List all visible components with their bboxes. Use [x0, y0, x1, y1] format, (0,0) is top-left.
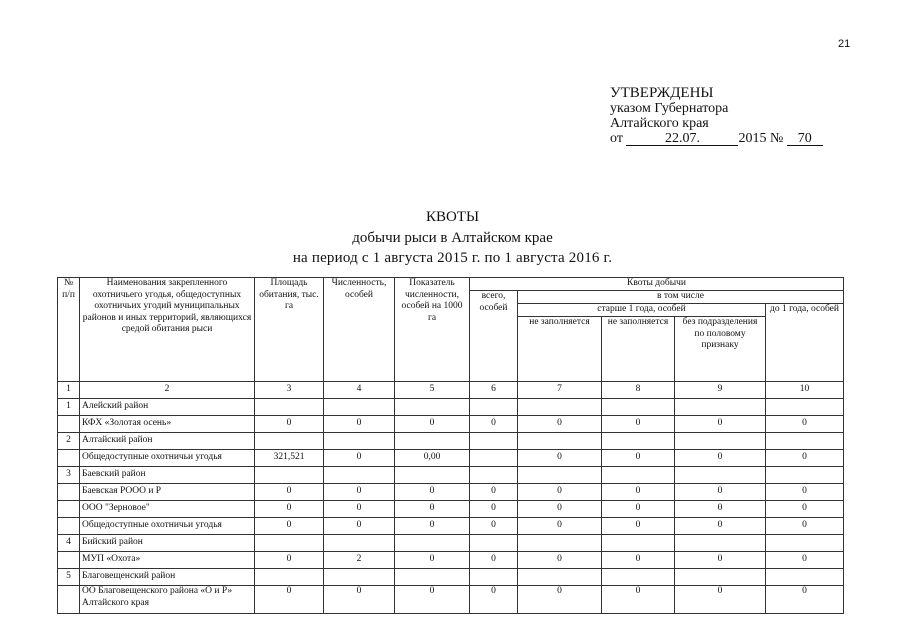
- table-cell: 0: [766, 416, 844, 433]
- table-cell: [255, 399, 324, 416]
- row-name: КФХ «Золотая осень»: [80, 416, 255, 433]
- table-cell: [470, 535, 518, 552]
- table-cell: 0: [602, 450, 675, 467]
- header-total: всего, особей: [470, 291, 518, 382]
- table-row: [58, 467, 844, 484]
- row-name: Общедоступные охотничьи угодья: [80, 518, 255, 535]
- table-cell: [470, 569, 518, 586]
- date-value: 22.07.: [626, 132, 738, 146]
- table-cell: 0: [470, 586, 518, 614]
- table-cell: 0: [518, 586, 602, 614]
- table-cell: 0: [518, 501, 602, 518]
- row-number: [58, 416, 80, 433]
- table-cell: [518, 399, 602, 416]
- header-not-filled-1: не заполняется: [518, 317, 602, 382]
- row-number: [58, 450, 80, 467]
- row-number: [58, 484, 80, 501]
- table-cell: [470, 399, 518, 416]
- table-cell: 0: [255, 484, 324, 501]
- table-cell: 0: [518, 552, 602, 569]
- table-cell: [470, 450, 518, 467]
- table-cell: 0: [766, 484, 844, 501]
- table-cell: 2: [324, 552, 395, 569]
- column-number: 6: [470, 382, 518, 399]
- table-row: [58, 535, 844, 552]
- table-cell: 0: [766, 518, 844, 535]
- table-cell: 0,00: [395, 450, 470, 467]
- table-cell: 0: [255, 518, 324, 535]
- doc-subtitle: добычи рыси в Алтайском крае: [352, 230, 553, 246]
- header-num: № п/п: [58, 278, 80, 382]
- row-number: [58, 586, 80, 614]
- row-name: Баевский район: [80, 467, 255, 484]
- column-number: 1: [58, 382, 80, 399]
- table-cell: 0: [470, 518, 518, 535]
- table-cell: 0: [675, 450, 766, 467]
- table-cell: [518, 569, 602, 586]
- decree-number: 70: [787, 132, 823, 146]
- page-number: 21: [838, 38, 851, 50]
- table-row: [58, 552, 844, 569]
- table-cell: 0: [602, 518, 675, 535]
- table-row: [58, 586, 844, 614]
- table-cell: 0: [255, 416, 324, 433]
- table-row: [58, 433, 844, 450]
- row-name: Бийский район: [80, 535, 255, 552]
- table-cell: [675, 433, 766, 450]
- header-older: старше 1 года, особей: [518, 304, 766, 317]
- column-number-row: [58, 382, 844, 399]
- table-cell: 0: [395, 501, 470, 518]
- header-quotas: Квоты добычи: [470, 278, 844, 291]
- header-no-sex: без подразделения по половому признаку: [675, 317, 766, 382]
- header-not-filled-2: не заполняется: [602, 317, 675, 382]
- table-cell: 0: [470, 484, 518, 501]
- table-cell: 0: [675, 518, 766, 535]
- table-cell: [675, 399, 766, 416]
- table-cell: [675, 535, 766, 552]
- table-cell: 0: [324, 416, 395, 433]
- row-number: [58, 501, 80, 518]
- row-number: [58, 552, 80, 569]
- row-name: Алейский район: [80, 399, 255, 416]
- header-including: в том числе: [518, 291, 844, 304]
- row-number: [58, 518, 80, 535]
- table-cell: 0: [675, 484, 766, 501]
- table-cell: [602, 535, 675, 552]
- table-cell: 0: [602, 501, 675, 518]
- header-area: Площадь обитания, тыс. га: [255, 278, 324, 382]
- table-cell: [766, 433, 844, 450]
- table-row: [58, 399, 844, 416]
- column-number: 9: [675, 382, 766, 399]
- table-cell: 0: [324, 518, 395, 535]
- table-cell: [395, 399, 470, 416]
- column-number: 7: [518, 382, 602, 399]
- table-cell: 0: [602, 416, 675, 433]
- row-name: ООО "Зерновое": [80, 501, 255, 518]
- column-number: 3: [255, 382, 324, 399]
- table-cell: 321,521: [255, 450, 324, 467]
- table-cell: 0: [766, 450, 844, 467]
- table-cell: 0: [766, 552, 844, 569]
- table-cell: [766, 467, 844, 484]
- table-cell: 0: [255, 501, 324, 518]
- table-cell: 0: [470, 416, 518, 433]
- table-cell: [602, 569, 675, 586]
- table-cell: [255, 569, 324, 586]
- table-cell: 0: [675, 416, 766, 433]
- header-row-1: [58, 278, 844, 291]
- table-cell: [324, 569, 395, 586]
- table-cell: [675, 569, 766, 586]
- table-row: [58, 450, 844, 467]
- table-row: [58, 416, 844, 433]
- table-cell: 0: [766, 586, 844, 614]
- table-cell: [255, 467, 324, 484]
- table-cell: 0: [324, 484, 395, 501]
- table-cell: [518, 433, 602, 450]
- table-cell: [766, 399, 844, 416]
- table-cell: 0: [518, 484, 602, 501]
- table-cell: [518, 535, 602, 552]
- table-cell: 0: [324, 586, 395, 614]
- column-number: 8: [602, 382, 675, 399]
- table-cell: [395, 569, 470, 586]
- table-cell: 0: [470, 501, 518, 518]
- column-number: 4: [324, 382, 395, 399]
- table-cell: [324, 433, 395, 450]
- header-count: Численность, особей: [324, 278, 395, 382]
- table-cell: [255, 535, 324, 552]
- approval-title: УТВЕРЖДЕНЫ: [610, 85, 714, 101]
- table-cell: 0: [255, 586, 324, 614]
- table-cell: 0: [395, 518, 470, 535]
- table-cell: [518, 467, 602, 484]
- date-year: 2015 №: [738, 131, 784, 146]
- header-under-1: до 1 года, особей: [766, 304, 844, 382]
- table-cell: 0: [395, 484, 470, 501]
- table-row: [58, 518, 844, 535]
- table-row: [58, 569, 844, 586]
- table-cell: [602, 399, 675, 416]
- table-cell: 0: [518, 518, 602, 535]
- doc-period: на период с 1 августа 2015 г. по 1 августа 2016 г.: [292, 250, 613, 266]
- row-name: МУП «Охота»: [80, 552, 255, 569]
- table-cell: [395, 433, 470, 450]
- header-name: Наименования закрепленного охотничьего угодья, общедоступных охотничьих угодий муниципальных районов и иных территорий, являющихся средой обитания рыси: [80, 278, 255, 382]
- row-name: Общедоступные охотничьи угодья: [80, 450, 255, 467]
- column-number: 10: [766, 382, 844, 399]
- row-name: Баевская РООО и Р: [80, 484, 255, 501]
- table-cell: [255, 433, 324, 450]
- table-cell: [602, 467, 675, 484]
- column-number: 2: [80, 382, 255, 399]
- header-density: Показатель численности, особей на 1000 га: [395, 278, 470, 382]
- table-cell: [395, 535, 470, 552]
- table-cell: [766, 569, 844, 586]
- table-cell: 0: [602, 484, 675, 501]
- row-number: 1: [58, 399, 80, 416]
- table-cell: 0: [675, 552, 766, 569]
- approval-line-region: Алтайского края: [610, 116, 709, 131]
- column-number: 5: [395, 382, 470, 399]
- table-cell: 0: [602, 552, 675, 569]
- table-cell: [675, 467, 766, 484]
- quota-table: [57, 277, 844, 614]
- table-row: [58, 501, 844, 518]
- table-cell: 0: [395, 416, 470, 433]
- table-row: [58, 484, 844, 501]
- table-cell: 0: [602, 586, 675, 614]
- row-name: Алтайский район: [80, 433, 255, 450]
- table-cell: 0: [518, 416, 602, 433]
- approval-line-decree: указом Губернатора: [610, 101, 729, 116]
- table-cell: 0: [470, 552, 518, 569]
- table-cell: 0: [395, 586, 470, 614]
- table-cell: 0: [675, 501, 766, 518]
- table-cell: [470, 467, 518, 484]
- table-cell: 0: [324, 501, 395, 518]
- row-number: 4: [58, 535, 80, 552]
- approval-date-line: [610, 131, 823, 146]
- table-cell: [470, 433, 518, 450]
- doc-title: КВОТЫ: [425, 209, 480, 225]
- table-cell: [602, 433, 675, 450]
- row-name: Благовещенский район: [80, 569, 255, 586]
- table-cell: [324, 535, 395, 552]
- row-name: ОО Благовещенского района «О и Р» Алтайского края: [80, 586, 255, 614]
- table-cell: [766, 535, 844, 552]
- date-prefix: от: [610, 131, 623, 146]
- approval-block: [610, 86, 823, 146]
- table-cell: [324, 467, 395, 484]
- table-cell: 0: [675, 586, 766, 614]
- row-number: 2: [58, 433, 80, 450]
- row-number: 5: [58, 569, 80, 586]
- table-cell: 0: [324, 450, 395, 467]
- table-cell: 0: [395, 552, 470, 569]
- table-cell: [324, 399, 395, 416]
- table-cell: 0: [518, 450, 602, 467]
- row-number: 3: [58, 467, 80, 484]
- table-cell: [395, 467, 470, 484]
- table-cell: 0: [766, 501, 844, 518]
- table-cell: 0: [255, 552, 324, 569]
